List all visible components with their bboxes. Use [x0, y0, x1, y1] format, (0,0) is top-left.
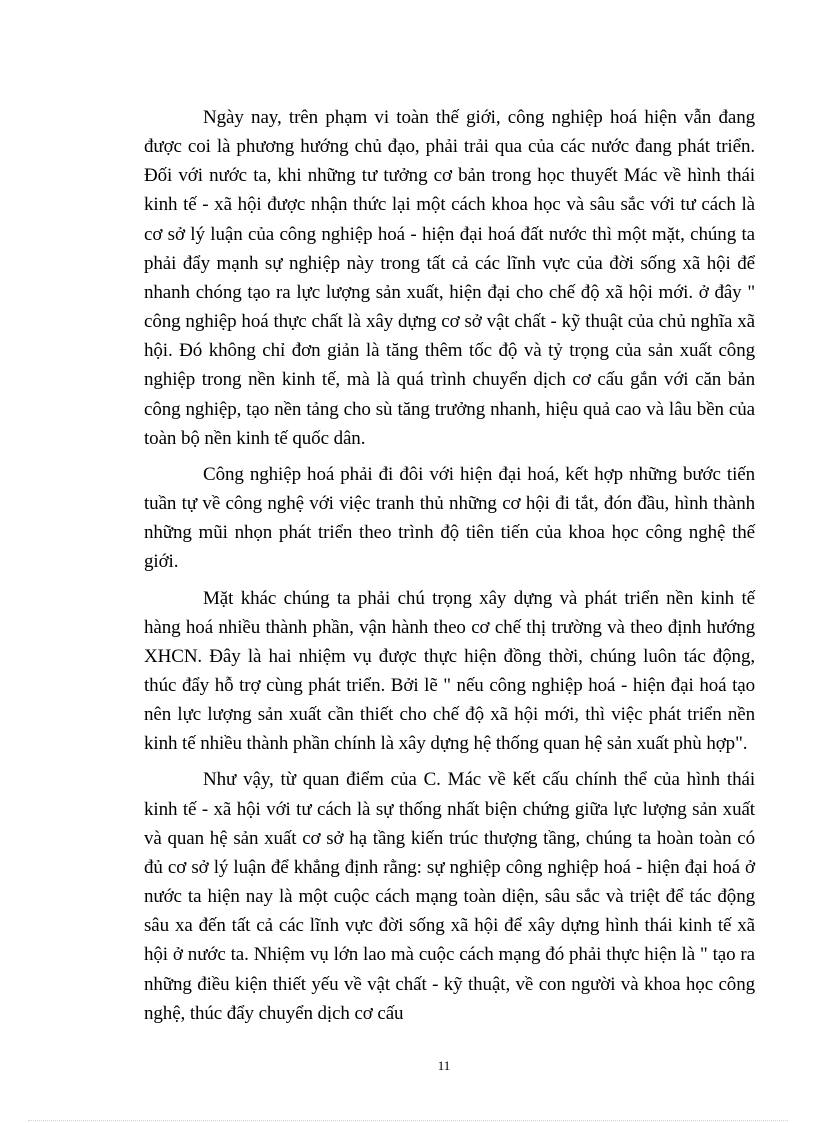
document-body — [144, 103, 755, 1035]
paragraph-1: Ngày nay, trên phạm vi toàn thế giới, công nghiệp hoá hiện vẫn đang được coi là phương hướng chủ đạo, phải trải qua của các nước đang phát triển. Đối với nước ta, khi những tư tưởng cơ bản trong học thuyết Mác về hình thái kinh tế - xã hội được nhận thức lại một cách khoa học và sâu sắc với tư cách là cơ sở lý luận của công nghiệp hoá - hiện đại hoá đất nước thì một mặt, chúng ta phải đẩy mạnh sự nghiệp này trong tất cả các lĩnh vực của đời sống xã hội để nhanh chóng tạo ra lực lượng sản xuất, hiện đại cho chế độ xã hội mới. ở đây " công nghiệp hoá thực chất là xây dựng cơ sở vật chất - kỹ thuật của chủ nghĩa xã hội. Đó không chỉ đơn giản là tăng thêm tốc độ và tỷ trọng của sản xuất công nghiệp trong nền kinh tế, mà là quá trình chuyển dịch cơ cấu gắn với căn bản công nghiệp, tạo nền tảng cho sù tăng trưởng nhanh, hiệu quả cao và lâu bền của toàn bộ nền kinh tế quốc dân. — [144, 107, 755, 449]
paragraph-2: Công nghiệp hoá phải đi đôi với hiện đại hoá, kết hợp những bước tiến tuần tự về công nghệ với việc tranh thủ những cơ hội đi tắt, đón đầu, hình thành những mũi nhọn phát triển theo trình độ tiên tiến của khoa học công nghệ thế giới. — [144, 463, 755, 573]
paragraph-3: Mặt khác chúng ta phải chú trọng xây dựng và phát triển nền kinh tế hàng hoá nhiều thành phần, vận hành theo cơ chế thị trường và theo định hướng XHCN. Đây là hai nhiệm vụ được thực hiện đồng thời, chúng luôn tác động, thúc đẩy hỗ trợ cùng phát triển. Bởi lẽ " nếu công nghiệp hoá - hiện đại hoá tạo nên lực lượng sản xuất cần thiết cho chế độ xã hội mới, thì việc phát triển nền kinh tế nhiều thành phần chính là xây dựng hệ thống quan hệ sản xuất phù hợp". — [144, 587, 755, 755]
paragraph-4: Như vậy, từ quan điểm của C. Mác về kết cấu chính thể của hình thái kinh tế - xã hội với tư cách là sự thống nhất biện chứng giữa lực lượng sản xuất và quan hệ sản xuất cơ sở hạ tầng kiến trúc thượng tầng, chúng ta hoàn toàn có đủ cơ sở lý luận để khẳng định rằng: sự nghiệp công nghiệp hoá - hiện đại hoá ở nước ta hiện nay là một cuộc cách mạng toàn diện, sâu sắc và triệt để tác động sâu xa đến tất cả các lĩnh vực đời sống xã hội để xây dựng hình thái kinh tế xã hội ở nước ta. Nhiệm vụ lớn lao mà cuộc cách mạng đó phải thực hiện là " tạo ra những điều kiện thiết yếu về vật chất - kỹ thuật, về con người và khoa học công nghệ, thúc đẩy chuyển dịch cơ cấu — [144, 769, 755, 1024]
page-bottom-divider — [28, 1120, 788, 1121]
page-number: 11 — [437, 1058, 451, 1073]
